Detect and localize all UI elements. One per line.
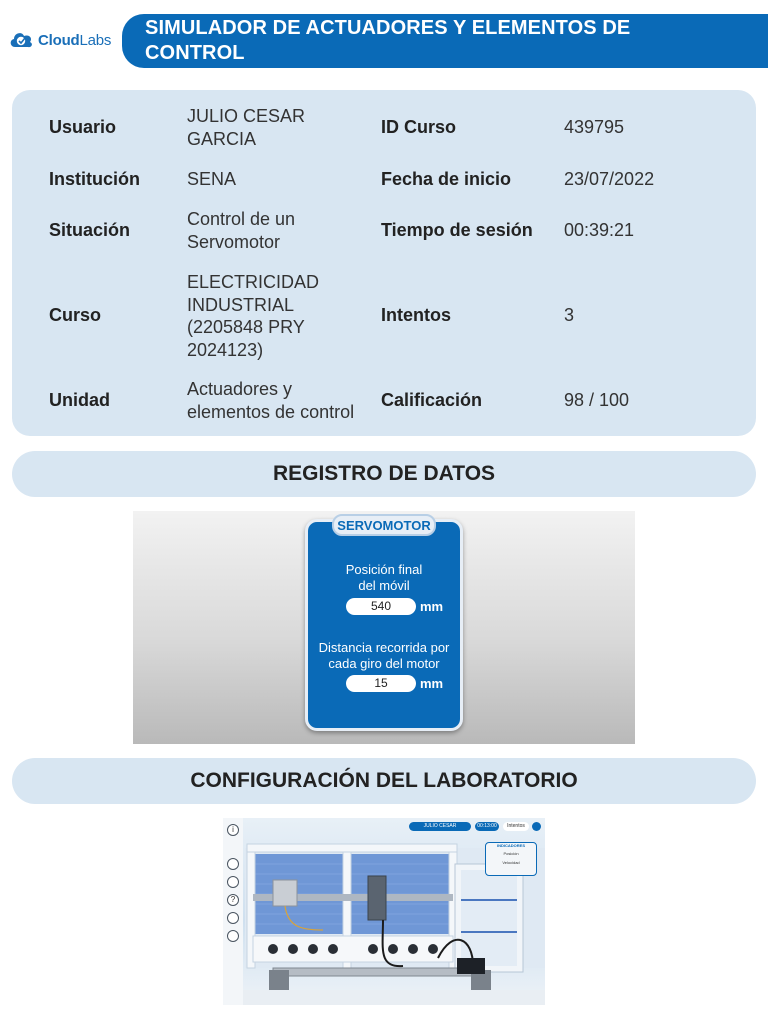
title-bar <box>122 14 768 68</box>
posicion-final-label: Posición final del móvil <box>345 562 423 593</box>
value-calificacion: 98 / 100 <box>564 390 630 410</box>
servomotor-panel <box>305 519 463 731</box>
distancia-label: Distancia recorrida por cada giro del motor <box>318 640 450 671</box>
help-icon[interactable]: ? <box>227 894 239 906</box>
label-curso: Curso <box>49 305 102 325</box>
label-institucion: Institución <box>49 169 140 189</box>
value-id-curso: 439795 <box>564 117 625 137</box>
value-fecha-inicio: 23/07/2022 <box>564 169 655 189</box>
edit-icon[interactable] <box>227 858 239 870</box>
page-title-line2: CONTROL <box>145 42 245 64</box>
notebook-icon[interactable] <box>227 912 239 924</box>
indicators-title: INDICADORES <box>496 843 525 848</box>
servo-screenshot <box>133 511 635 744</box>
section-registro-datos <box>12 451 756 497</box>
user-chip: JULIO CESAR <box>409 822 471 831</box>
help-chip-icon[interactable] <box>532 822 541 831</box>
trash-icon[interactable] <box>227 876 239 888</box>
label-id-curso: ID Curso <box>381 117 457 137</box>
label-fecha-inicio: Fecha de inicio <box>381 169 512 189</box>
label-usuario: Usuario <box>49 117 117 137</box>
indicator-velocidad: Velocidad <box>502 860 520 865</box>
calculator-icon[interactable] <box>227 930 239 942</box>
header <box>0 0 768 78</box>
label-unidad: Unidad <box>49 390 110 410</box>
label-intentos: Intentos <box>381 305 451 325</box>
label-calificacion: Calificación <box>381 390 483 410</box>
value-usuario: JULIO CESAR GARCIA <box>187 106 306 149</box>
value-intentos: 3 <box>564 305 575 325</box>
page-title-line1: SIMULADOR DE ACTUADORES Y ELEMENTOS DE <box>145 17 631 39</box>
posicion-unit: mm <box>420 599 444 614</box>
label-tiempo-sesion: Tiempo de sesión <box>381 220 533 240</box>
section-title: REGISTRO DE DATOS <box>272 462 496 485</box>
info-card <box>12 90 756 436</box>
section-title: CONFIGURACIÓN DEL LABORATORIO <box>190 769 578 792</box>
indicators-panel <box>485 842 537 876</box>
timer-chip: 00:13:00 <box>475 822 499 831</box>
posicion-final-input[interactable]: 540 <box>346 598 416 615</box>
info-icon[interactable]: i <box>227 824 239 836</box>
label-situacion: Situación <box>49 220 131 240</box>
value-curso: ELECTRICIDAD INDUSTRIAL (2205848 PRY 2024123) <box>187 272 320 360</box>
distancia-unit: mm <box>420 676 444 691</box>
indicator-posicion: Posición <box>503 851 519 856</box>
laboratory-screenshot <box>223 818 545 1005</box>
distancia-input[interactable]: 15 <box>346 675 416 692</box>
value-situacion: Control de un Servomotor <box>187 209 296 252</box>
intentos-chip: Intentos <box>503 822 529 831</box>
cloudlabs-logo: CloudLabs <box>8 28 111 52</box>
section-configuracion <box>12 758 756 804</box>
value-unidad: Actuadores y elementos de control <box>187 379 355 422</box>
servomotor-tab: SERVOMOTOR <box>332 514 436 536</box>
cloud-icon <box>8 28 36 52</box>
value-tiempo-sesion: 00:39:21 <box>564 220 635 240</box>
value-institucion: SENA <box>187 169 237 189</box>
